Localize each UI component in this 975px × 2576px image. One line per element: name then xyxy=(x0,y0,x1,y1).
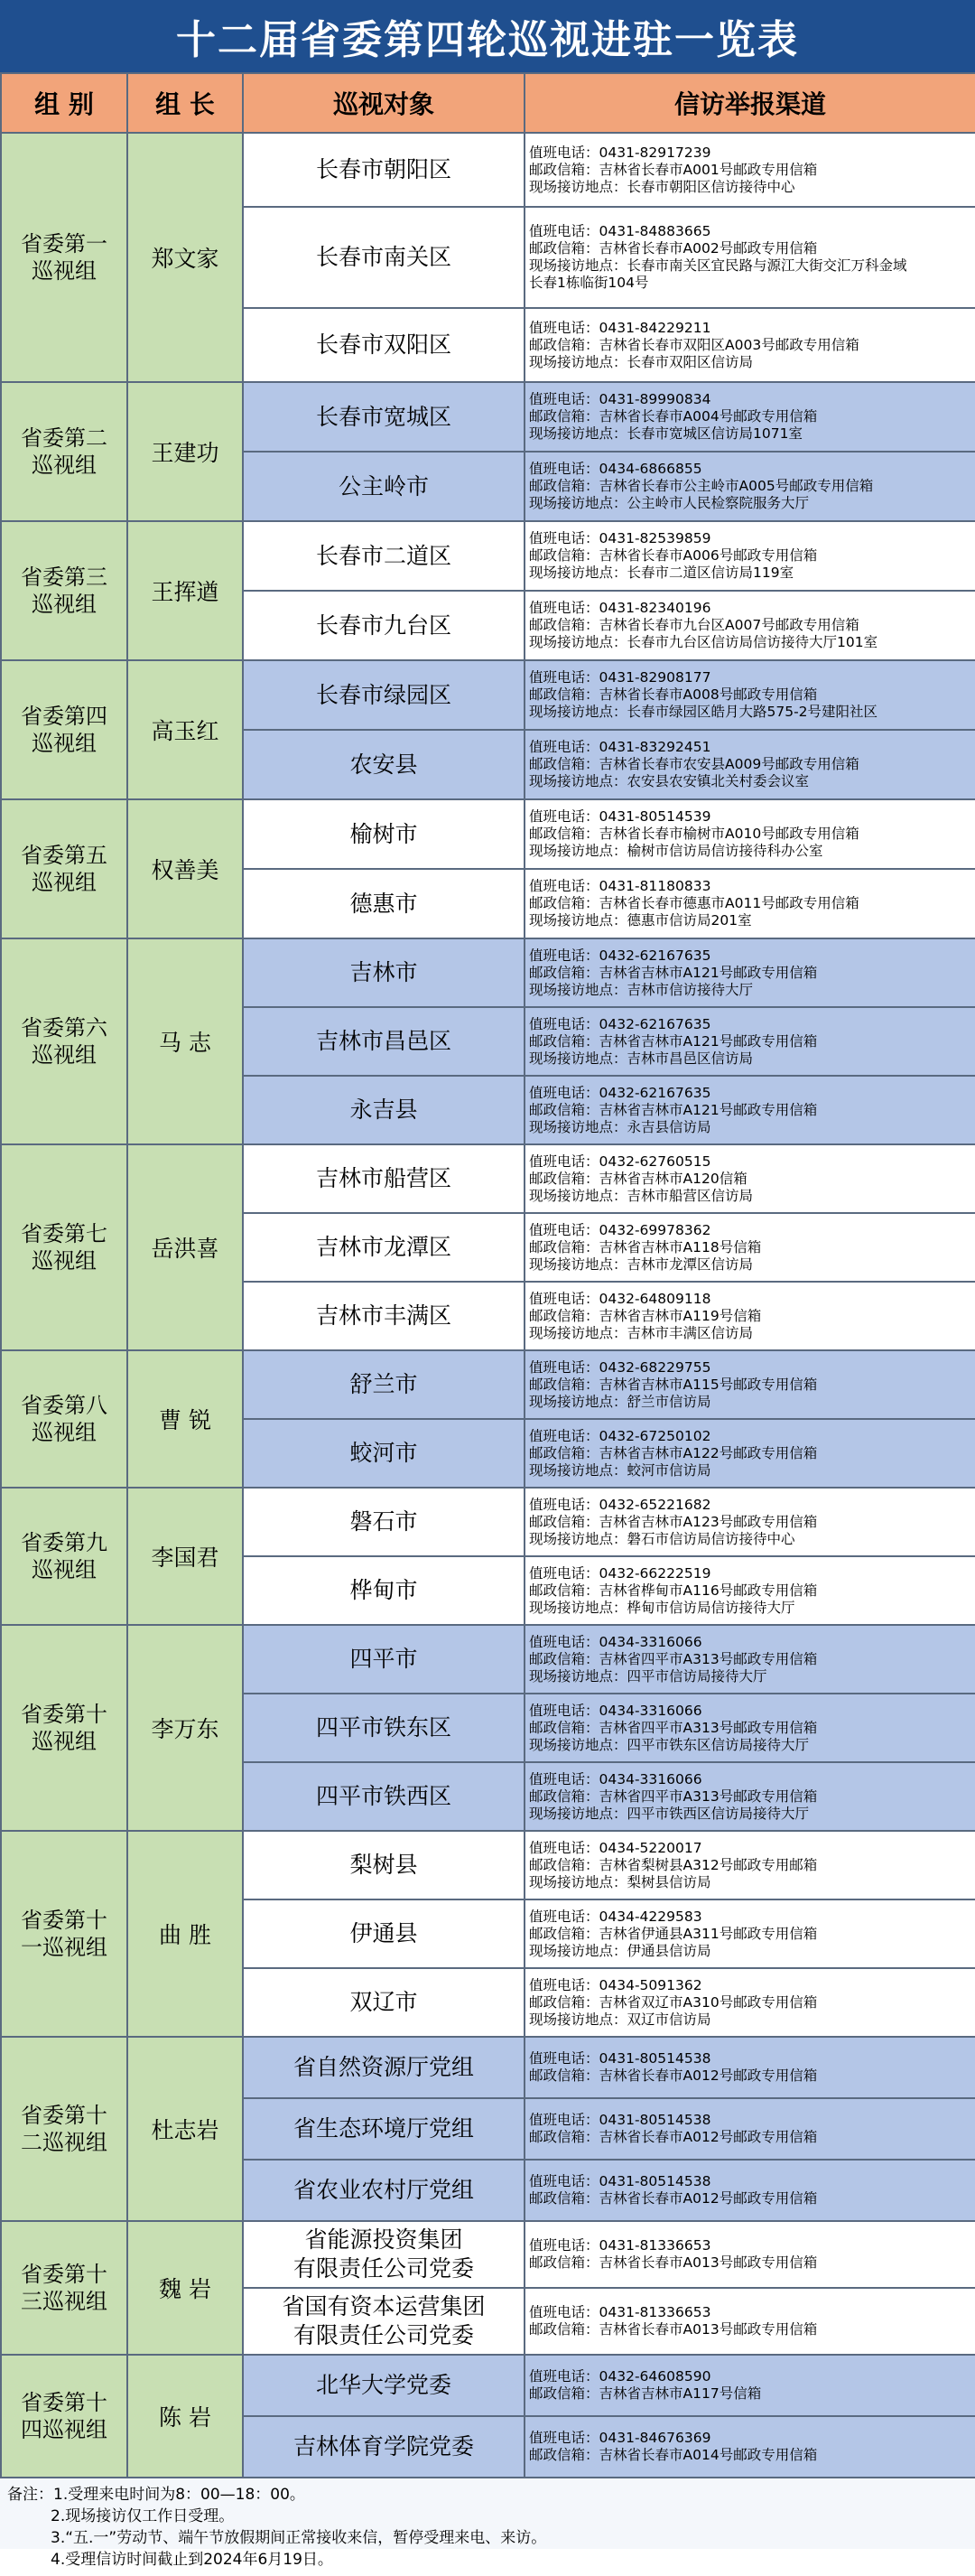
channel-line: 现场接访地点：吉林市龙潭区信访局 xyxy=(529,1255,754,1273)
channel-line: 现场接访地点：吉林市丰满区信访局 xyxy=(529,1324,754,1341)
group-name xyxy=(1,2355,127,2478)
channel-line: 值班电话：0432-69978362 xyxy=(529,1221,711,1238)
inspection-target-name: 桦甸市 xyxy=(349,1577,418,1603)
group-name xyxy=(1,799,127,938)
channel-line: 现场接访地点：长春市双阳区信访局 xyxy=(529,353,754,370)
channel-line: 邮政信箱：吉林省长春市公主岭市A005号邮政专用信箱 xyxy=(529,478,874,494)
inspection-target xyxy=(243,660,525,730)
channel-line: 现场接访地点：舒兰市信访局 xyxy=(529,1393,711,1410)
table-row xyxy=(1,938,975,1007)
channel-line: 值班电话：0432-62167635 xyxy=(529,1015,711,1032)
channel-line: 邮政信箱：吉林省长春市A004号邮政专用信箱 xyxy=(529,408,818,425)
group-name-text: 省委第十巡视组 xyxy=(21,1702,107,1754)
page-title: 十二届省委第四轮巡视进驻一览表 xyxy=(0,0,975,72)
channel-line: 邮政信箱：吉林省吉林市A119号信箱 xyxy=(529,1307,762,1324)
report-channel xyxy=(525,591,975,660)
table-header-row xyxy=(1,73,975,133)
inspection-target xyxy=(243,1556,525,1625)
channel-line: 值班电话：0431-89990834 xyxy=(529,391,711,407)
channel-line: 现场接访地点：长春市九台区信访局信访接待大厅101室 xyxy=(529,634,878,650)
group-leader: 陈 岩 xyxy=(127,2355,243,2478)
group-name xyxy=(1,2221,127,2355)
inspection-target-name: 农安县 xyxy=(349,751,418,778)
inspection-target-name: 长春市朝阳区 xyxy=(315,156,451,182)
channel-line: 值班电话：0431-82340196 xyxy=(529,600,711,616)
report-channel xyxy=(525,1076,975,1144)
group-name-text: 省委第十三巡视组 xyxy=(21,2262,107,2314)
channel-line: 邮政信箱：吉林省桦甸市A116号邮政专用信箱 xyxy=(529,1582,818,1599)
group-name xyxy=(1,1625,127,1831)
inspection-target xyxy=(243,730,525,799)
inspection-target-name: 长春市九台区 xyxy=(315,611,451,639)
inspection-target xyxy=(243,1350,525,1419)
group-name xyxy=(1,660,127,799)
report-channel xyxy=(525,2416,975,2478)
report-channel xyxy=(525,2098,975,2160)
group-leader: 王挥遒 xyxy=(127,521,243,660)
channel-line: 现场接访地点：德惠市信访局201室 xyxy=(529,912,752,929)
inspection-target-name: 伊通县 xyxy=(349,1920,418,1946)
table-row xyxy=(1,2221,975,2288)
table-row xyxy=(1,382,975,452)
report-channel xyxy=(525,799,975,869)
channel-line: 值班电话：0431-82908177 xyxy=(529,669,711,686)
channel-line: 值班电话：0432-66222519 xyxy=(529,1564,711,1582)
channel-line: 现场接访地点：永吉县信访局 xyxy=(529,1118,711,1135)
channel-line: 值班电话：0431-84676369 xyxy=(529,2430,711,2446)
channel-line: 邮政信箱：吉林省长春市A012号邮政专用信箱 xyxy=(529,2067,818,2084)
report-channel xyxy=(525,730,975,799)
channel-line: 值班电话：0434-4229583 xyxy=(529,1908,702,1925)
channel-line: 值班电话：0434-3316066 xyxy=(529,1702,702,1719)
report-channel xyxy=(525,1625,975,1694)
channel-line: 邮政信箱：吉林省吉林市A122号邮政专用信箱 xyxy=(529,1444,818,1461)
report-channel xyxy=(525,2037,975,2098)
channel-line: 现场接访地点：长春市二道区信访局119室 xyxy=(529,565,794,581)
table-row xyxy=(1,2355,975,2416)
inspection-target-name: 长春市绿园区 xyxy=(315,681,451,708)
channel-line: 邮政信箱：吉林省吉林市A121号邮政专用信箱 xyxy=(529,964,818,981)
channel-line: 值班电话：0431-80514539 xyxy=(529,808,711,825)
header-leader: 组 长 xyxy=(127,73,243,133)
inspection-target-name: 吉林市船营区 xyxy=(315,1165,451,1191)
inspection-table xyxy=(0,72,975,2478)
channel-line: 邮政信箱：吉林省长春市A001号邮政专用信箱 xyxy=(529,161,818,178)
table-row xyxy=(1,1488,975,1556)
channel-line: 值班电话：0431-80514538 xyxy=(529,2050,711,2067)
inspection-target-line: 省能源投资集团 xyxy=(304,2226,463,2253)
channel-line: 值班电话：0434-3316066 xyxy=(529,1770,702,1787)
report-channel xyxy=(525,521,975,591)
channel-line: 现场接访地点：四平市信访局接待大厅 xyxy=(529,1667,767,1685)
channel-line: 现场接访地点：桦甸市信访局信访接待大厅 xyxy=(529,1599,795,1616)
report-channel xyxy=(525,1144,975,1213)
channel-line: 现场接访地点：榆树市信访局信访接待科办公室 xyxy=(529,843,823,859)
inspection-target-line: 有限责任公司党委 xyxy=(292,2255,474,2282)
table-row xyxy=(1,1144,975,1213)
channel-line: 值班电话：0431-81336653 xyxy=(529,2237,711,2254)
inspection-target xyxy=(243,2037,525,2098)
channel-line: 值班电话：0432-67250102 xyxy=(529,1427,711,1444)
inspection-target-name: 榆树市 xyxy=(349,820,418,847)
group-leader: 魏 岩 xyxy=(127,2221,243,2355)
report-channel xyxy=(525,1762,975,1831)
channel-line: 值班电话：0434-6866855 xyxy=(529,461,702,477)
inspection-target-name: 四平市铁西区 xyxy=(315,1783,451,1809)
header-channel: 信访举报渠道 xyxy=(525,73,975,133)
group-leader: 权善美 xyxy=(127,799,243,938)
inspection-target xyxy=(243,308,525,382)
channel-line: 值班电话：0434-5220017 xyxy=(529,1839,702,1856)
inspection-target xyxy=(243,2098,525,2160)
report-channel xyxy=(525,1556,975,1625)
inspection-target-line: 省国有资本运营集团 xyxy=(282,2293,486,2319)
report-channel xyxy=(525,1007,975,1076)
group-name xyxy=(1,938,127,1144)
report-channel xyxy=(525,1350,975,1419)
inspection-target xyxy=(243,2355,525,2416)
channel-line: 值班电话：0432-62167635 xyxy=(529,1084,711,1101)
inspection-target xyxy=(243,1625,525,1694)
inspection-target-name: 省生态环境厅党组 xyxy=(292,2115,474,2142)
group-leader: 王建功 xyxy=(127,382,243,521)
inspection-target-name: 舒兰市 xyxy=(349,1371,418,1397)
channel-line: 值班电话：0432-65221682 xyxy=(529,1496,711,1513)
channel-line: 值班电话：0431-83292451 xyxy=(529,739,711,755)
report-channel xyxy=(525,1968,975,2037)
channel-line: 现场接访地点：四平市铁西区信访局接待大厅 xyxy=(529,1805,810,1822)
group-name xyxy=(1,1144,127,1350)
report-channel xyxy=(525,382,975,452)
inspection-target-name: 磐石市 xyxy=(349,1508,418,1535)
inspection-target-name: 吉林市丰满区 xyxy=(315,1302,451,1329)
channel-line: 邮政信箱：吉林省长春市A013号邮政专用信箱 xyxy=(529,2321,818,2338)
inspection-target-name: 吉林市 xyxy=(349,959,418,985)
channel-line: 值班电话：0431-80514538 xyxy=(529,2112,711,2128)
note-line: 2.现场接访仅工作日受理。 xyxy=(51,2507,235,2525)
channel-line: 值班电话：0431-84229211 xyxy=(529,319,711,336)
inspection-target xyxy=(243,1419,525,1488)
group-name xyxy=(1,521,127,660)
channel-line: 邮政信箱：吉林省长春市A002号邮政专用信箱 xyxy=(529,240,818,257)
channel-line: 邮政信箱：吉林省四平市A313号邮政专用信箱 xyxy=(529,1650,818,1667)
channel-line: 现场接访地点：伊通县信访局 xyxy=(529,1942,711,1959)
note-line: 3.“五.一”劳动节、端午节放假期间正常接收来信，暂停受理来电、来访。 xyxy=(51,2529,547,2547)
report-channel xyxy=(525,1899,975,1968)
channel-line: 值班电话：0432-62760515 xyxy=(529,1153,711,1170)
inspection-target-name: 吉林体育学院党委 xyxy=(292,2433,474,2459)
inspection-target-name: 永吉县 xyxy=(349,1097,418,1123)
group-name-text: 省委第七巡视组 xyxy=(21,1221,107,1274)
table-body xyxy=(1,133,975,2478)
report-channel xyxy=(525,452,975,521)
inspection-target-name: 长春市南关区 xyxy=(315,244,451,270)
channel-line: 现场接访地点：双辽市信访局 xyxy=(529,2011,711,2028)
channel-line: 邮政信箱：吉林省长春市A014号邮政专用信箱 xyxy=(529,2447,818,2463)
inspection-target-name: 北华大学党委 xyxy=(315,2372,451,2398)
channel-line: 邮政信箱：吉林省长春市德惠市A011号邮政专用信箱 xyxy=(529,895,859,911)
inspection-target xyxy=(243,2221,525,2288)
inspection-target xyxy=(243,1282,525,1350)
note-line: 4.受理信访时间截止到2024年6月19日。 xyxy=(51,2551,333,2569)
note-line: 备注：1.受理来电时间为8：00—18：00。 xyxy=(7,2486,305,2504)
channel-line: 邮政信箱：吉林省吉林市A117号信箱 xyxy=(529,2385,762,2402)
inspection-target xyxy=(243,452,525,521)
group-name xyxy=(1,2037,127,2221)
inspection-target xyxy=(243,1144,525,1213)
inspection-target-name: 四平市 xyxy=(349,1646,418,1672)
inspection-target xyxy=(243,2416,525,2478)
channel-line: 现场接访地点：长春市宽城区信访局1071室 xyxy=(529,425,803,442)
report-channel xyxy=(525,2355,975,2416)
channel-line: 长春1栋临街104号 xyxy=(529,275,649,291)
report-channel xyxy=(525,938,975,1007)
report-channel xyxy=(525,1694,975,1762)
group-leader: 马 志 xyxy=(127,938,243,1144)
channel-line: 现场接访地点：吉林市船营区信访局 xyxy=(529,1187,754,1204)
group-name xyxy=(1,1350,127,1488)
channel-line: 邮政信箱：吉林省长春市榆树市A010号邮政专用信箱 xyxy=(529,826,859,842)
channel-line: 邮政信箱：吉林省吉林市A121号邮政专用信箱 xyxy=(529,1101,818,1118)
channel-line: 值班电话：0434-5091362 xyxy=(529,1976,702,1993)
inspection-target xyxy=(243,2160,525,2221)
inspection-target-name: 德惠市 xyxy=(349,890,418,917)
group-leader: 杜志岩 xyxy=(127,2037,243,2221)
channel-line: 值班电话：0434-3316066 xyxy=(529,1633,702,1650)
inspection-target xyxy=(243,1762,525,1831)
channel-line: 值班电话：0431-82539859 xyxy=(529,530,711,546)
channel-line: 值班电话：0431-80514538 xyxy=(529,2173,711,2189)
report-channel xyxy=(525,308,975,382)
group-name-text: 省委第九巡视组 xyxy=(21,1530,107,1582)
channel-line: 邮政信箱：吉林省长春市A012号邮政专用信箱 xyxy=(529,2129,818,2145)
group-name-text: 省委第一巡视组 xyxy=(21,231,107,284)
inspection-target-name: 四平市铁东区 xyxy=(315,1714,451,1741)
channel-line: 邮政信箱：吉林省伊通县A311号邮政专用信箱 xyxy=(529,1925,818,1942)
table-row xyxy=(1,660,975,730)
table-row xyxy=(1,133,975,207)
report-channel xyxy=(525,1213,975,1282)
channel-line: 邮政信箱：吉林省吉林市A115号邮政专用信箱 xyxy=(529,1376,818,1393)
inspection-target xyxy=(243,521,525,591)
group-leader: 李万东 xyxy=(127,1625,243,1831)
channel-line: 值班电话：0431-81180833 xyxy=(529,878,711,894)
channel-line: 邮政信箱：吉林省吉林市A120信箱 xyxy=(529,1170,748,1187)
channel-line: 现场接访地点：蛟河市信访局 xyxy=(529,1461,711,1479)
group-name-text: 省委第八巡视组 xyxy=(21,1393,107,1445)
table-row xyxy=(1,1625,975,1694)
report-channel xyxy=(525,1831,975,1899)
inspection-target-name: 省自然资源厅党组 xyxy=(292,2054,474,2080)
channel-line: 邮政信箱：吉林省长春市A008号邮政专用信箱 xyxy=(529,686,818,703)
channel-line: 邮政信箱：吉林省吉林市A123号邮政专用信箱 xyxy=(529,1513,818,1530)
inspection-target-name: 双辽市 xyxy=(349,1989,418,2015)
group-name xyxy=(1,1831,127,2037)
channel-line: 邮政信箱：吉林省长春市九台区A007号邮政专用信箱 xyxy=(529,617,859,633)
inspection-target xyxy=(243,1076,525,1144)
channel-line: 现场接访地点：吉林市信访接待大厅 xyxy=(529,981,754,998)
table-row xyxy=(1,2037,975,2098)
channel-line: 邮政信箱：吉林省四平市A313号邮政专用信箱 xyxy=(529,1787,818,1805)
group-leader: 岳洪喜 xyxy=(127,1144,243,1350)
group-name-text: 省委第十四巡视组 xyxy=(21,2390,107,2442)
inspection-target xyxy=(243,1899,525,1968)
inspection-target xyxy=(243,1831,525,1899)
inspection-target xyxy=(243,1968,525,2037)
channel-line: 现场接访地点：长春市绿园区皓月大路575-2号建阳社区 xyxy=(529,704,878,720)
inspection-target-name: 蛟河市 xyxy=(349,1440,418,1466)
channel-line: 现场接访地点：吉林市昌邑区信访局 xyxy=(529,1050,754,1067)
report-channel xyxy=(525,1419,975,1488)
group-name-text: 省委第十一巡视组 xyxy=(21,1908,107,1960)
inspection-target-name: 长春市双阳区 xyxy=(315,331,451,358)
channel-line: 值班电话：0432-64809118 xyxy=(529,1290,711,1307)
table-row xyxy=(1,521,975,591)
inspection-target-name: 吉林市龙潭区 xyxy=(315,1234,451,1260)
inspection-target xyxy=(243,2288,525,2355)
inspection-target-name: 吉林市昌邑区 xyxy=(315,1028,451,1054)
group-name-text: 省委第六巡视组 xyxy=(21,1015,107,1068)
group-leader: 曲 胜 xyxy=(127,1831,243,2037)
report-channel xyxy=(525,2221,975,2288)
group-leader: 郑文家 xyxy=(127,133,243,382)
channel-line: 现场接访地点：长春市南关区宜民路与源江大街交汇万科金域 xyxy=(529,257,907,274)
table-row xyxy=(1,799,975,869)
inspection-target xyxy=(243,1213,525,1282)
group-name-text: 省委第三巡视组 xyxy=(21,565,107,617)
group-name xyxy=(1,133,127,382)
group-leader: 李国君 xyxy=(127,1488,243,1625)
report-channel xyxy=(525,2160,975,2221)
header-group: 组 别 xyxy=(1,73,127,133)
channel-line: 值班电话：0431-82917239 xyxy=(529,144,711,161)
inspection-target xyxy=(243,869,525,938)
inspection-target xyxy=(243,1694,525,1762)
channel-line: 现场接访地点：四平市铁东区信访局接待大厅 xyxy=(529,1736,810,1753)
group-name-text: 省委第二巡视组 xyxy=(21,425,107,478)
inspection-target xyxy=(243,1007,525,1076)
channel-line: 邮政信箱：吉林省双辽市A310号邮政专用信箱 xyxy=(529,1993,818,2011)
group-name xyxy=(1,382,127,521)
group-leader: 曹 锐 xyxy=(127,1350,243,1488)
channel-line: 值班电话：0432-68229755 xyxy=(529,1358,711,1376)
inspection-target xyxy=(243,799,525,869)
inspection-target-name: 梨树县 xyxy=(349,1852,418,1878)
report-channel xyxy=(525,660,975,730)
channel-line: 邮政信箱：吉林省长春市农安县A009号邮政专用信箱 xyxy=(529,756,859,772)
inspection-target xyxy=(243,133,525,207)
inspection-target xyxy=(243,1488,525,1556)
channel-line: 值班电话：0431-84883665 xyxy=(529,223,711,239)
report-channel xyxy=(525,869,975,938)
group-name-text: 省委第五巡视组 xyxy=(21,843,107,895)
inspection-target-name: 省农业农村厅党组 xyxy=(292,2177,474,2203)
report-channel xyxy=(525,1488,975,1556)
channel-line: 现场接访地点：梨树县信访局 xyxy=(529,1873,711,1890)
inspection-target xyxy=(243,382,525,452)
table-row xyxy=(1,1831,975,1899)
report-channel xyxy=(525,207,975,308)
channel-line: 现场接访地点：磐石市信访局信访接待中心 xyxy=(529,1530,795,1547)
inspection-target-name: 公主岭市 xyxy=(338,472,429,499)
report-channel xyxy=(525,1282,975,1350)
notes xyxy=(0,2478,975,2576)
inspection-target xyxy=(243,591,525,660)
channel-line: 邮政信箱：吉林省长春市A013号邮政专用信箱 xyxy=(529,2254,818,2271)
channel-line: 邮政信箱：吉林省四平市A313号邮政专用信箱 xyxy=(529,1719,818,1736)
channel-line: 邮政信箱：吉林省吉林市A118号信箱 xyxy=(529,1238,762,1255)
inspection-target-line: 有限责任公司党委 xyxy=(292,2322,474,2348)
inspection-target xyxy=(243,207,525,308)
channel-line: 值班电话：0431-81336653 xyxy=(529,2304,711,2320)
report-channel xyxy=(525,2288,975,2355)
table-row xyxy=(1,1350,975,1419)
group-name-text: 省委第十二巡视组 xyxy=(21,2103,107,2155)
inspection-target-name: 长春市二道区 xyxy=(315,542,451,569)
channel-line: 邮政信箱：吉林省长春市双阳区A003号邮政专用信箱 xyxy=(529,336,859,353)
channel-line: 现场接访地点：长春市朝阳区信访接待中心 xyxy=(529,178,795,195)
inspection-target xyxy=(243,938,525,1007)
channel-line: 值班电话：0432-64608590 xyxy=(529,2368,711,2385)
header-target: 巡视对象 xyxy=(243,73,525,133)
inspection-target-name: 长春市宽城区 xyxy=(315,403,451,430)
channel-line: 邮政信箱：吉林省长春市A012号邮政专用信箱 xyxy=(529,2190,818,2207)
channel-line: 邮政信箱：吉林省吉林市A121号邮政专用信箱 xyxy=(529,1032,818,1050)
channel-line: 值班电话：0432-62167635 xyxy=(529,947,711,964)
group-name xyxy=(1,1488,127,1625)
channel-line: 现场接访地点：公主岭市人民检察院服务大厅 xyxy=(529,495,810,511)
channel-line: 现场接访地点：农安县农安镇北关村委会议室 xyxy=(529,773,810,789)
group-leader: 高玉红 xyxy=(127,660,243,799)
group-name-text: 省委第四巡视组 xyxy=(21,704,107,756)
report-channel xyxy=(525,133,975,207)
channel-line: 邮政信箱：吉林省长春市A006号邮政专用信箱 xyxy=(529,547,818,564)
channel-line: 邮政信箱：吉林省梨树县A312号邮政专用邮箱 xyxy=(529,1856,818,1873)
